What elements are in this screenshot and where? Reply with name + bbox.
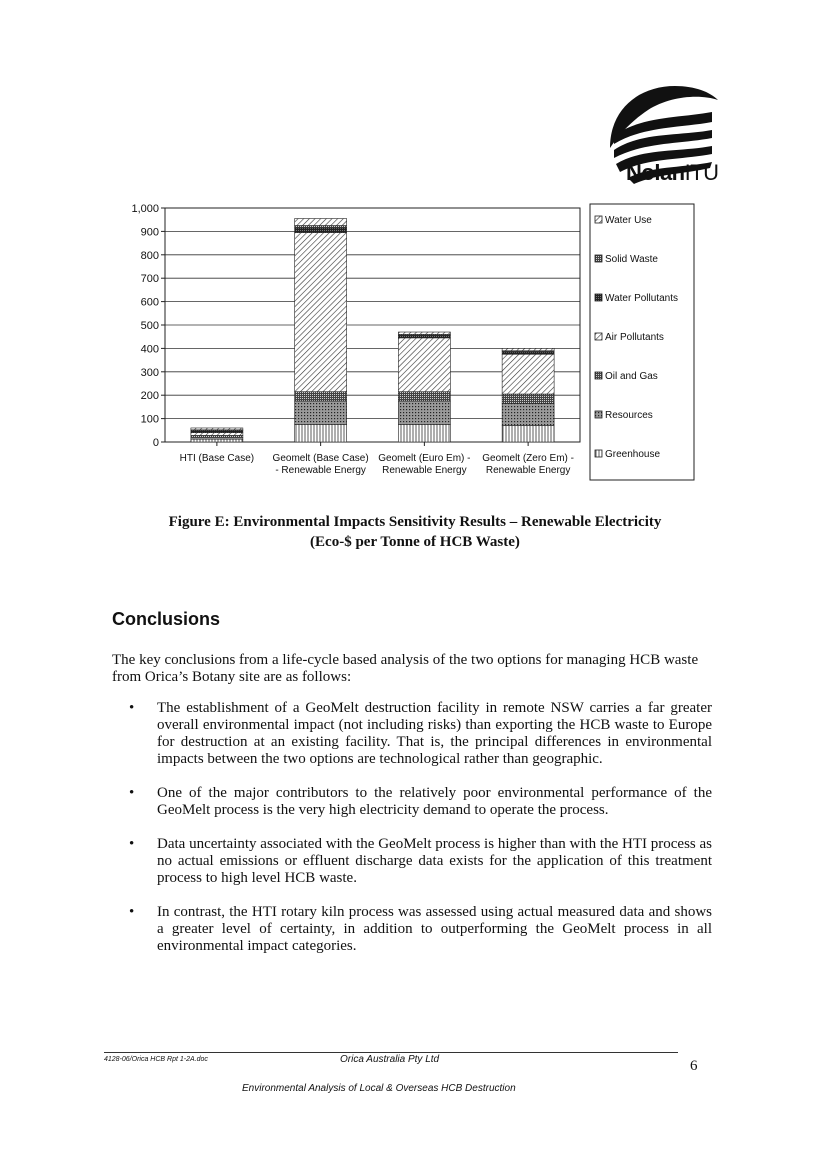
bar-segment [502, 348, 554, 350]
caption-line-1: Figure E: Environmental Impacts Sensitivity Results – Renewable Electricity [168, 514, 662, 530]
legend-swatch [595, 411, 602, 418]
bar-segment [295, 219, 347, 226]
x-tick-label: Renewable Energy [382, 465, 467, 476]
bar-segment [398, 392, 450, 401]
y-tick-label: 600 [140, 296, 159, 309]
figure-caption [120, 512, 710, 552]
list-item: • Data uncertainty associated with the GeoMelt process is higher than with the HTI process as no actual emissions or effluent discharge data exists for the application of this treatment process to high level HCB waste. [129, 836, 712, 886]
legend-label: Air Pollutants [605, 332, 664, 343]
bar-segment [295, 424, 347, 442]
y-tick-label: 1,000 [131, 203, 159, 215]
bar-segment [295, 226, 347, 228]
legend-swatch [595, 255, 602, 262]
bar-segment [295, 233, 347, 392]
legend-swatch [595, 450, 602, 457]
bar-segment [398, 332, 450, 334]
legend-label: Water Use [605, 215, 652, 226]
chart-legend [590, 204, 694, 480]
list-item: • One of the major contributors to the relatively poor environmental performance of the GeoMelt process is the very high electricity demand to operate the process. [129, 785, 712, 818]
list-item: • In contrast, the HTI rotary kiln process was assessed using actual measured data and shows a greater level of certainty, in addition to outperforming the GeoMelt process in all environmental impact categories. [129, 904, 712, 954]
x-tick-label: Renewable Energy [485, 465, 571, 476]
impact-bar-chart [100, 190, 710, 490]
bar-segment [191, 428, 243, 430]
y-tick-label: 500 [140, 320, 159, 332]
legend-label: Greenhouse [605, 449, 661, 460]
y-tick-label: 200 [140, 390, 159, 403]
y-tick-label: 900 [140, 226, 159, 239]
y-tick-label: 400 [140, 343, 159, 356]
page-number: 6 [690, 1058, 698, 1074]
y-tick-label: 0 [152, 437, 159, 449]
legend-label: Oil and Gas [605, 371, 658, 382]
bar-segment [295, 228, 347, 233]
footer-doc-ref: 4128-06/Orica HCB Rpt 1-2A.doc [104, 1056, 208, 1063]
bullet-icon: • [129, 785, 135, 801]
logo-wordmark: NolanITU [626, 160, 719, 185]
conclusions-list [112, 700, 712, 972]
footer-divider [104, 1052, 678, 1053]
chart-bars [191, 219, 554, 442]
intro-paragraph: The key conclusions from a life-cycle based analysis of the two options for managing HCB waste from Orica’s Botany site are as follows: [112, 652, 699, 685]
x-tick-label: - Renewable Energy [275, 465, 366, 476]
caption-line-2: (Eco-$ per Tonne of HCB Waste) [310, 534, 520, 550]
bar-segment [398, 338, 450, 392]
y-tick-label: 800 [140, 249, 159, 262]
bar-segment [398, 336, 450, 338]
bar-segment [502, 354, 554, 394]
legend-swatch [595, 372, 602, 379]
legend-label: Solid Waste [605, 254, 658, 265]
bar-segment [398, 401, 450, 424]
x-tick-label: Geomelt (Zero Em) - [482, 453, 574, 464]
legend-label: Resources [605, 410, 653, 421]
bar-segment [398, 424, 450, 442]
x-tick-label: HTI (Base Case) [179, 453, 255, 464]
bullet-icon: • [129, 904, 135, 920]
bar-segment [502, 403, 554, 425]
x-tick-label: Geomelt (Base Case) [272, 453, 369, 464]
legend-label: Water Pollutants [605, 293, 678, 304]
y-tick-label: 700 [140, 273, 159, 286]
x-tick-label: Geomelt (Euro Em) - [378, 453, 471, 464]
bar-segment [295, 401, 347, 424]
bar-segment [502, 426, 554, 442]
bar-segment [502, 394, 554, 403]
legend-swatch [595, 333, 602, 340]
legend-swatch [595, 216, 602, 223]
bar-segment [191, 433, 243, 436]
y-tick-label: 300 [140, 366, 159, 379]
bar-segment [502, 352, 554, 354]
bar-segment [191, 439, 243, 442]
section-heading: Conclusions [112, 609, 221, 629]
bullet-icon: • [129, 700, 135, 716]
legend-swatch [595, 294, 602, 301]
footer-report-title: Environmental Analysis of Local & Overseas HCB Destruction [242, 1083, 516, 1094]
y-tick-label: 100 [140, 413, 159, 426]
list-item: • The establishment of a GeoMelt destruction facility in remote NSW carries a far greater overall environmental impact (not including risks) than exporting the HCB waste to Europe for destruction at an existing facility. That is, the principal differences in environmental impacts between the two options are technological rather than geographic. [129, 700, 712, 767]
bullet-icon: • [129, 836, 135, 852]
footer-company: Orica Australia Pty Ltd [340, 1054, 440, 1065]
bar-segment [295, 392, 347, 401]
